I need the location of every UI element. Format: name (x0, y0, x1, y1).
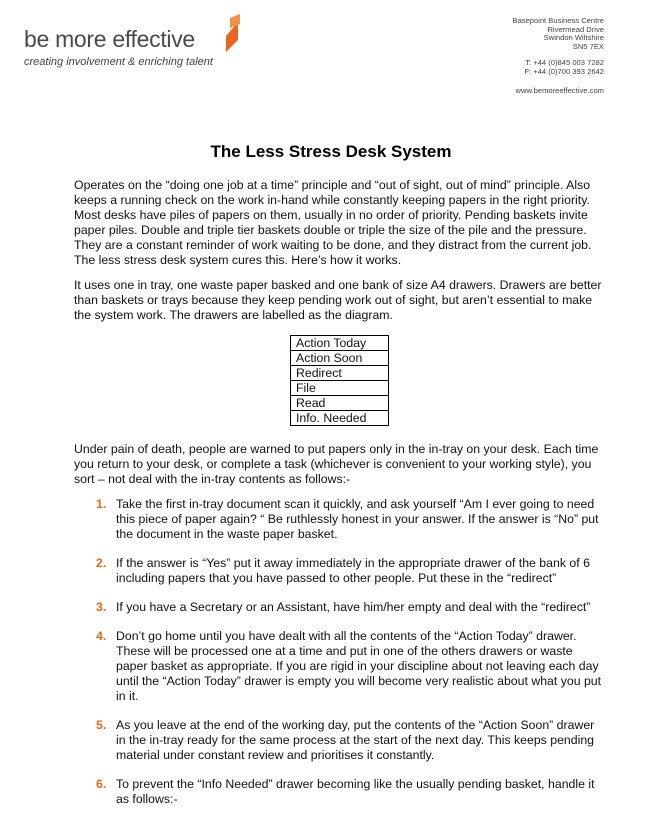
drawer-label: Action Today (291, 336, 389, 351)
drawer-label: Read (291, 396, 389, 411)
drawer-label: Action Soon (291, 351, 389, 366)
fax-number: F: +44 (0)700 393 2642 (524, 66, 604, 76)
step-number: 4. (96, 629, 107, 643)
drawer-label: Info. Needed (291, 411, 389, 426)
steps-list (96, 497, 606, 821)
list-item (96, 600, 606, 615)
step-text: If you have a Secretary or an Assistant, have him/her empty and deal with the “redirect” (116, 600, 591, 614)
logo-text: be more effective (24, 26, 195, 52)
list-item (96, 497, 606, 542)
step-number: 2. (96, 556, 107, 570)
drawer-label: Redirect (291, 366, 389, 381)
address-line: SN5 7EX (572, 41, 604, 51)
logo-mark-icon (216, 14, 246, 54)
phone-number: T: +44 (0)845 003 7282 (525, 58, 604, 68)
document-title: The Less Stress Desk System (210, 142, 452, 161)
step-text: As you leave at the end of the working day, put the contents of the “Action Soon” drawer in the in-tray ready for the same process at the start of the next day. This keeps pending material under constant review and prioritises it constantly. (116, 718, 595, 762)
list-item (96, 718, 606, 763)
step-number: 3. (96, 600, 107, 614)
step-text: Don’t go home until you have dealt with all the contents of the “Action Today” drawer. These will be processed one at a time and put in one of the others drawers or waste paper basket as appropriate. If you are rigid in your discipline about not leaving each day until the “Action Today” drawer is empty you will become very realistic about what you put in it. (116, 629, 602, 703)
logo-tagline: creating involvement & enriching talent (24, 56, 213, 68)
website-link[interactable]: www.bemoreeffective.com (515, 85, 604, 95)
step-text: If the answer is “Yes” put it away immediately in the appropriate drawer of the bank of 6 including papers that you have passed to other people. Put these in the “redirect” (116, 556, 590, 585)
list-item (96, 556, 606, 586)
sorting-paragraph: Under pain of death, people are warned to put papers only in the in-tray on your desk. Each time you return to your desk, or complete a task (whichever is convenient to your working style), you sort – not deal with the in-tray contents as follows:- (74, 442, 599, 486)
step-number: 6. (96, 777, 107, 791)
list-item (96, 777, 606, 807)
step-number: 1. (96, 497, 107, 511)
address-line: Swindon Wiltshire (543, 33, 604, 43)
drawer-diagram (290, 335, 389, 426)
intro-paragraph: Operates on the “doing one job at a time” principle and “out of sight, out of mind” principle. Also keeps a running check on the work in-hand while constantly keeping papers in the right priority. Most desks have piles of papers on them, usually in no order of priority. Pending baskets invite paper piles. Double and triple tier baskets double or triple the size of the pile and the pressure. They are a constant reminder of work waiting to be done, and they distract from the current job. The less stress desk system cures this. Here’s how it works. (74, 178, 592, 267)
company-logo (24, 14, 254, 74)
address-line: Rivermead Drive (547, 24, 604, 34)
equipment-paragraph: It uses one in tray, one waste paper basked and one bank of size A4 drawers. Drawers are better than baskets or trays because they keep pending work out of sight, but aren’t essential to make the system work. The drawers are labelled as the diagram. (74, 278, 602, 322)
step-text: Take the first in-tray document scan it quickly, and ask yourself “Am I ever going to need this piece of paper again? “ Be ruthlessly honest in your answer. If the answer is “No” put the document in the waste paper basket. (116, 497, 599, 541)
list-item (96, 629, 606, 704)
drawer-label: File (291, 381, 389, 396)
company-address (424, 17, 604, 95)
step-number: 5. (96, 718, 107, 732)
address-line: Basepoint Business Centre (512, 16, 604, 25)
step-text: To prevent the “Info Needed” drawer becoming like the usually pending basket, handle it as follows:- (116, 777, 595, 806)
